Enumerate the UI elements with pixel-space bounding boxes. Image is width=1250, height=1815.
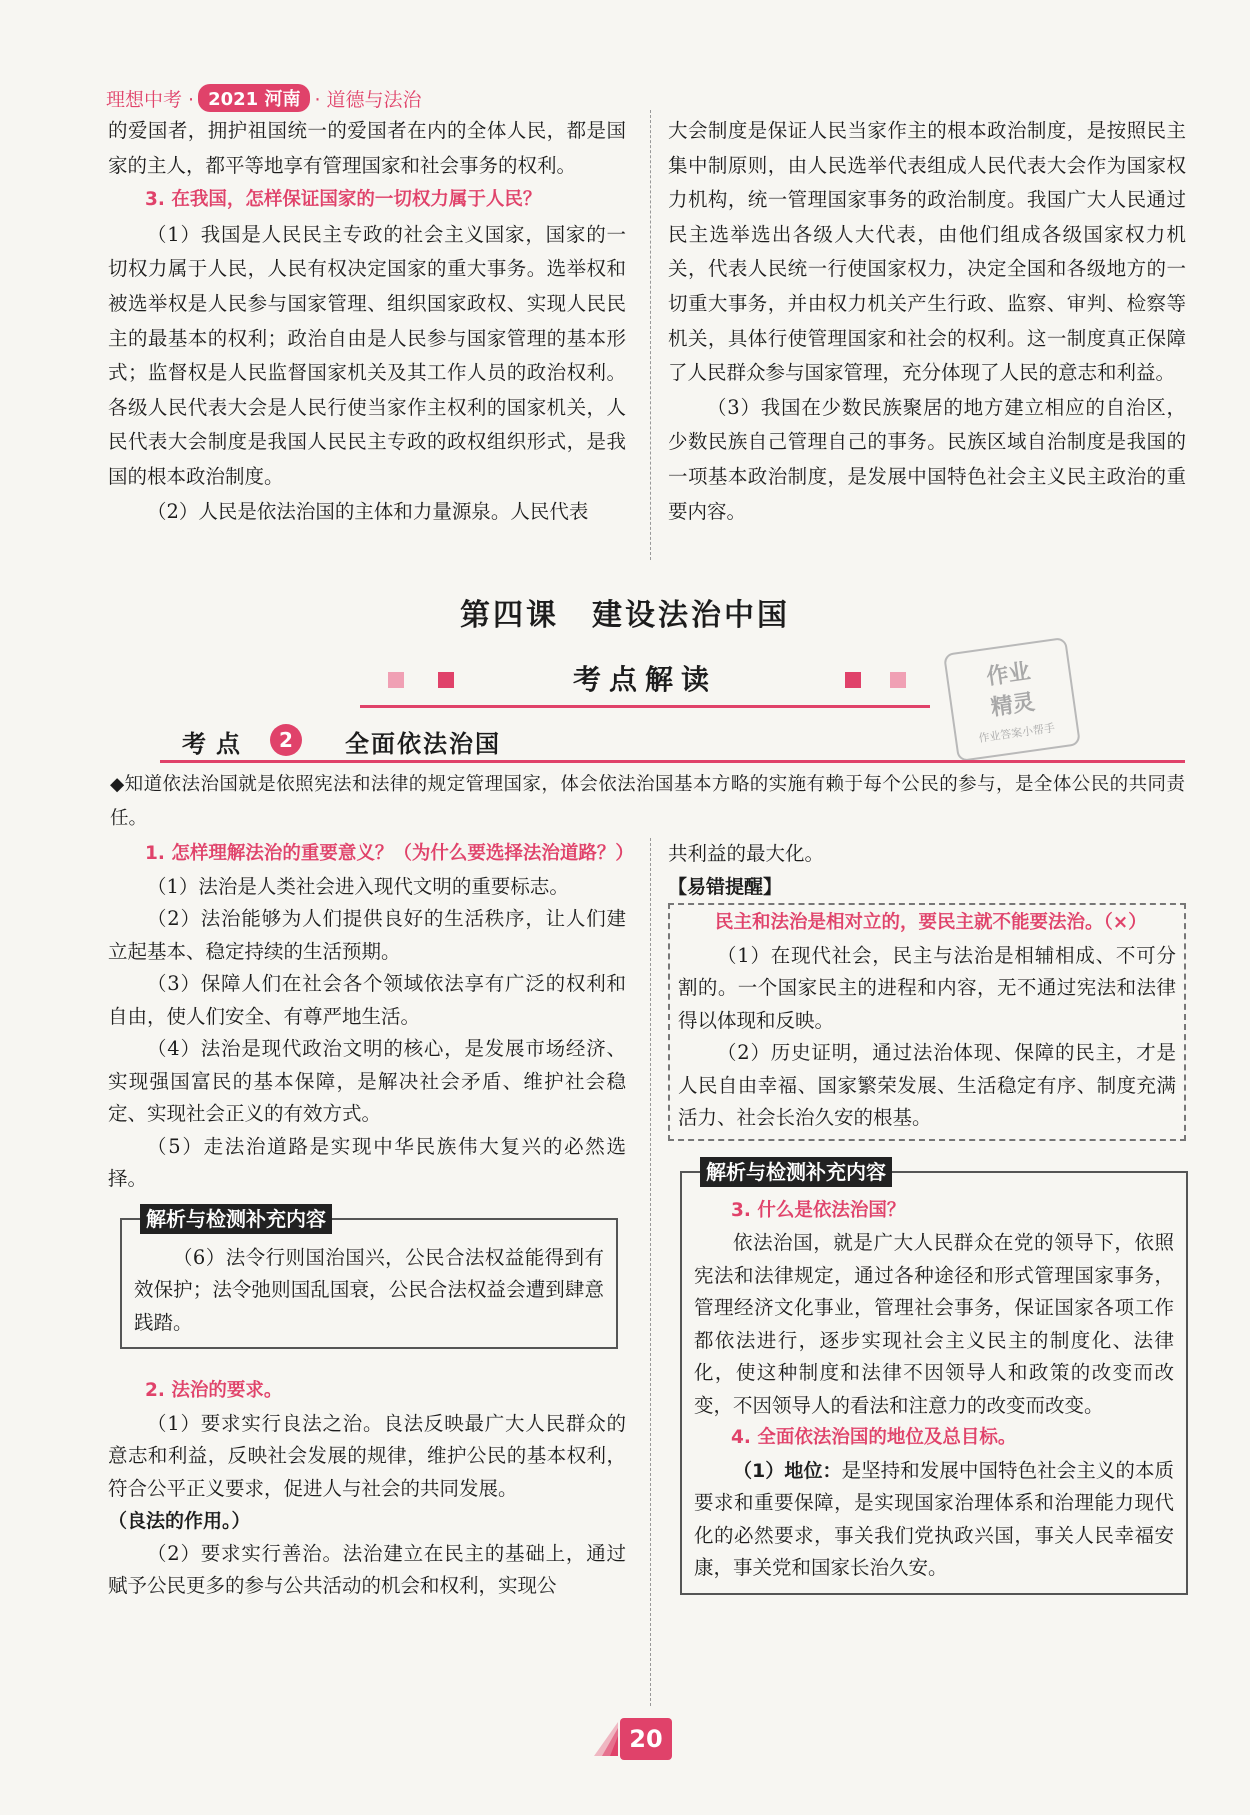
- paragraph: 大会制度是保证人民当家作主的根本政治制度，是按照民主集中制原则，由人民选举代表组成人民代表大会作为国家权力机构，统一管理国家事务的政治制度。我国广大人民通过民主选举选出各级人大代表，由他们组成各级国家权力机关，代表人民统一行使国家权力，决定全国和各级地方的一切重大事务，并由权力机关产生行政、监察、审判、检察等机关，具体行使管理国家和社会的权利。这一制度真正保障了人民群众参与国家管理，充分体现了人民的意志和利益。: [668, 119, 1186, 385]
- question-heading: 3. 什么是依法治国？: [731, 1199, 906, 1221]
- paragraph: （1）在现代社会，民主与法治是相辅相成、不可分割的。一个国家民主的进程和内容，无不通过宪法和法律得以体现和反映。: [678, 943, 1176, 1032]
- intro-text: ◆知道依法治国就是依照宪法和法律的规定管理国家，体会依法治国基本方略的实施有赖于每个公民的参与，是全体公民的共同责任。: [110, 774, 1185, 829]
- question-heading: 1. 怎样理解法治的重要意义？（为什么要选择法治道路？）: [145, 843, 634, 864]
- paragraph: （1）法治是人类社会进入现代文明的重要标志。: [147, 874, 569, 898]
- bottom-left-column: [108, 838, 634, 1603]
- error-statement: 民主和法治是相对立的，要民主就不能要法治。（×）: [715, 912, 1147, 933]
- supplement-box: [120, 1206, 618, 1350]
- column-divider: [650, 110, 651, 560]
- supplement-label: 解析与检测补充内容: [140, 1204, 332, 1234]
- tip-tag: 【易错提醒】: [668, 875, 783, 898]
- paragraph: （2）要求实行善治。法治建立在民主的基础上，通过赋予公民更多的参与公共活动的机会和权利，实现公: [108, 1541, 626, 1597]
- kaodian-number: 2: [270, 724, 302, 756]
- bottom-right-column: [668, 838, 1186, 1595]
- lesson-title: 第四课 建设法治中国: [460, 598, 790, 633]
- header-subject: · 道德与法治: [314, 88, 422, 111]
- decor-square: [890, 672, 906, 688]
- note: （良法的作用。）: [108, 1510, 251, 1532]
- paragraph: 共利益的最大化。: [668, 842, 825, 865]
- paragraph: （2）法治能够为人们提供良好的生活秩序，让人们建立起基本、稳定持续的生活预期。: [108, 907, 626, 963]
- item-label: （1）地位：: [733, 1459, 842, 1482]
- paragraph: （2）历史证明，通过法治体现、保障的民主，才是人民自由幸福、国家繁荣发展、生活稳定有序、制度充满活力、社会长治久安的根基。: [678, 1041, 1176, 1129]
- question-heading: 2. 法治的要求。: [145, 1380, 283, 1401]
- paragraph: （1）要求实行良法之治。良法反映最广大人民群众的意志和利益，反映社会发展的规律，维护公民的基本权利，符合公平正义要求，促进人与社会的共同发展。: [108, 1411, 626, 1500]
- paragraph: （1）地位：是坚持和发展中国特色社会主义的本质要求和重要保障，是实现国家治理体系和治理能力现代化的必然要求，事关我们党执政兴国，事关人民幸福安康，事关党和国家长治久安。: [694, 1458, 1174, 1579]
- top-right-column: [668, 114, 1186, 529]
- paragraph: （2）人民是依法治国的主体和力量源泉。人民代表: [147, 499, 589, 523]
- kaodian-heading: [160, 722, 1185, 763]
- paragraph: （3）保障人们在社会各个领域依法享有广泛的权利和自由，使人们安全、有尊严地生活。: [108, 972, 626, 1028]
- supplement-label: 解析与检测补充内容: [700, 1157, 892, 1187]
- kaodian-title: 全面依法治国: [345, 730, 501, 758]
- section-band-title: 考点解读: [572, 663, 717, 696]
- error-tip-box: [668, 903, 1186, 1141]
- paragraph: 依法治国，就是广大人民群众在党的领导下，依照宪法和法律规定，通过各种途径和形式管理国家事务，管理经济文化事业，管理社会事务，保证国家各项工作都依法进行，逐步实现社会主义民主的制度化、法律化，使这种制度和法律不因领导人和政策的改变而改变，不因领导人的看法和注意力的改变而改变。: [694, 1231, 1174, 1417]
- kaodian-label: 考点: [182, 730, 250, 758]
- paragraph: （4）法治是现代政治文明的核心，是发展市场经济、实现强国富民的基本保障，是解决社会矛盾、维护社会稳定、实现社会正义的有效方式。: [108, 1037, 626, 1125]
- paragraph: （3）我国在少数民族聚居的地方建立相应的自治区，少数民族自己管理自己的事务。民族区域自治制度是我国的一项基本政治制度，是发展中国特色社会主义民主政治的重要内容。: [668, 395, 1186, 523]
- supplement-box: [680, 1159, 1188, 1595]
- watermark-stamp: 作业 精灵 作业答案小帮手: [943, 637, 1081, 762]
- column-divider: [650, 838, 651, 1706]
- decor-square: [845, 672, 861, 688]
- running-header: [106, 84, 422, 112]
- header-brand: 理想中考 ·: [106, 88, 195, 111]
- section-band: [360, 650, 930, 708]
- paragraph: 的爱国者，拥护祖国统一的爱国者在内的全体人民，都是国家的主人，都平等地享有管理国家和社会事务的权利。: [108, 119, 626, 177]
- paragraph: （1）我国是人民民主专政的社会主义国家，国家的一切权力属于人民，人民有权决定国家的重大事务。选举权和被选举权是人民参与国家管理、组织国家政权、实现人民民主的最基本的权利；政治自由是人民参与国家管理的基本形式；监督权是人民监督国家机关及其工作人员的政治权利。各级人民代表大会是人民行使当家作主权利的国家机关，人民代表大会制度是我国人民民主专政的政权组织形式，是我国的根本政治制度。: [108, 222, 626, 488]
- paragraph: （6）法令行则国治国兴，公民合法权益能得到有效保护；法令弛则国乱国衰，公民合法权益会遭到肆意践踏。: [134, 1245, 604, 1334]
- paragraph: （5）走法治道路是实现中华民族伟大复兴的必然选择。: [108, 1134, 626, 1190]
- page-number-decoration: [590, 1720, 620, 1758]
- page-number: 20: [620, 1718, 672, 1760]
- question-heading: 4. 全面依法治国的地位及总目标。: [731, 1427, 1017, 1448]
- top-left-column: [108, 114, 626, 529]
- header-badge: 2021 河南: [198, 84, 310, 112]
- question-heading: 3. 在我国，怎样保证国家的一切权力属于人民？: [145, 189, 542, 211]
